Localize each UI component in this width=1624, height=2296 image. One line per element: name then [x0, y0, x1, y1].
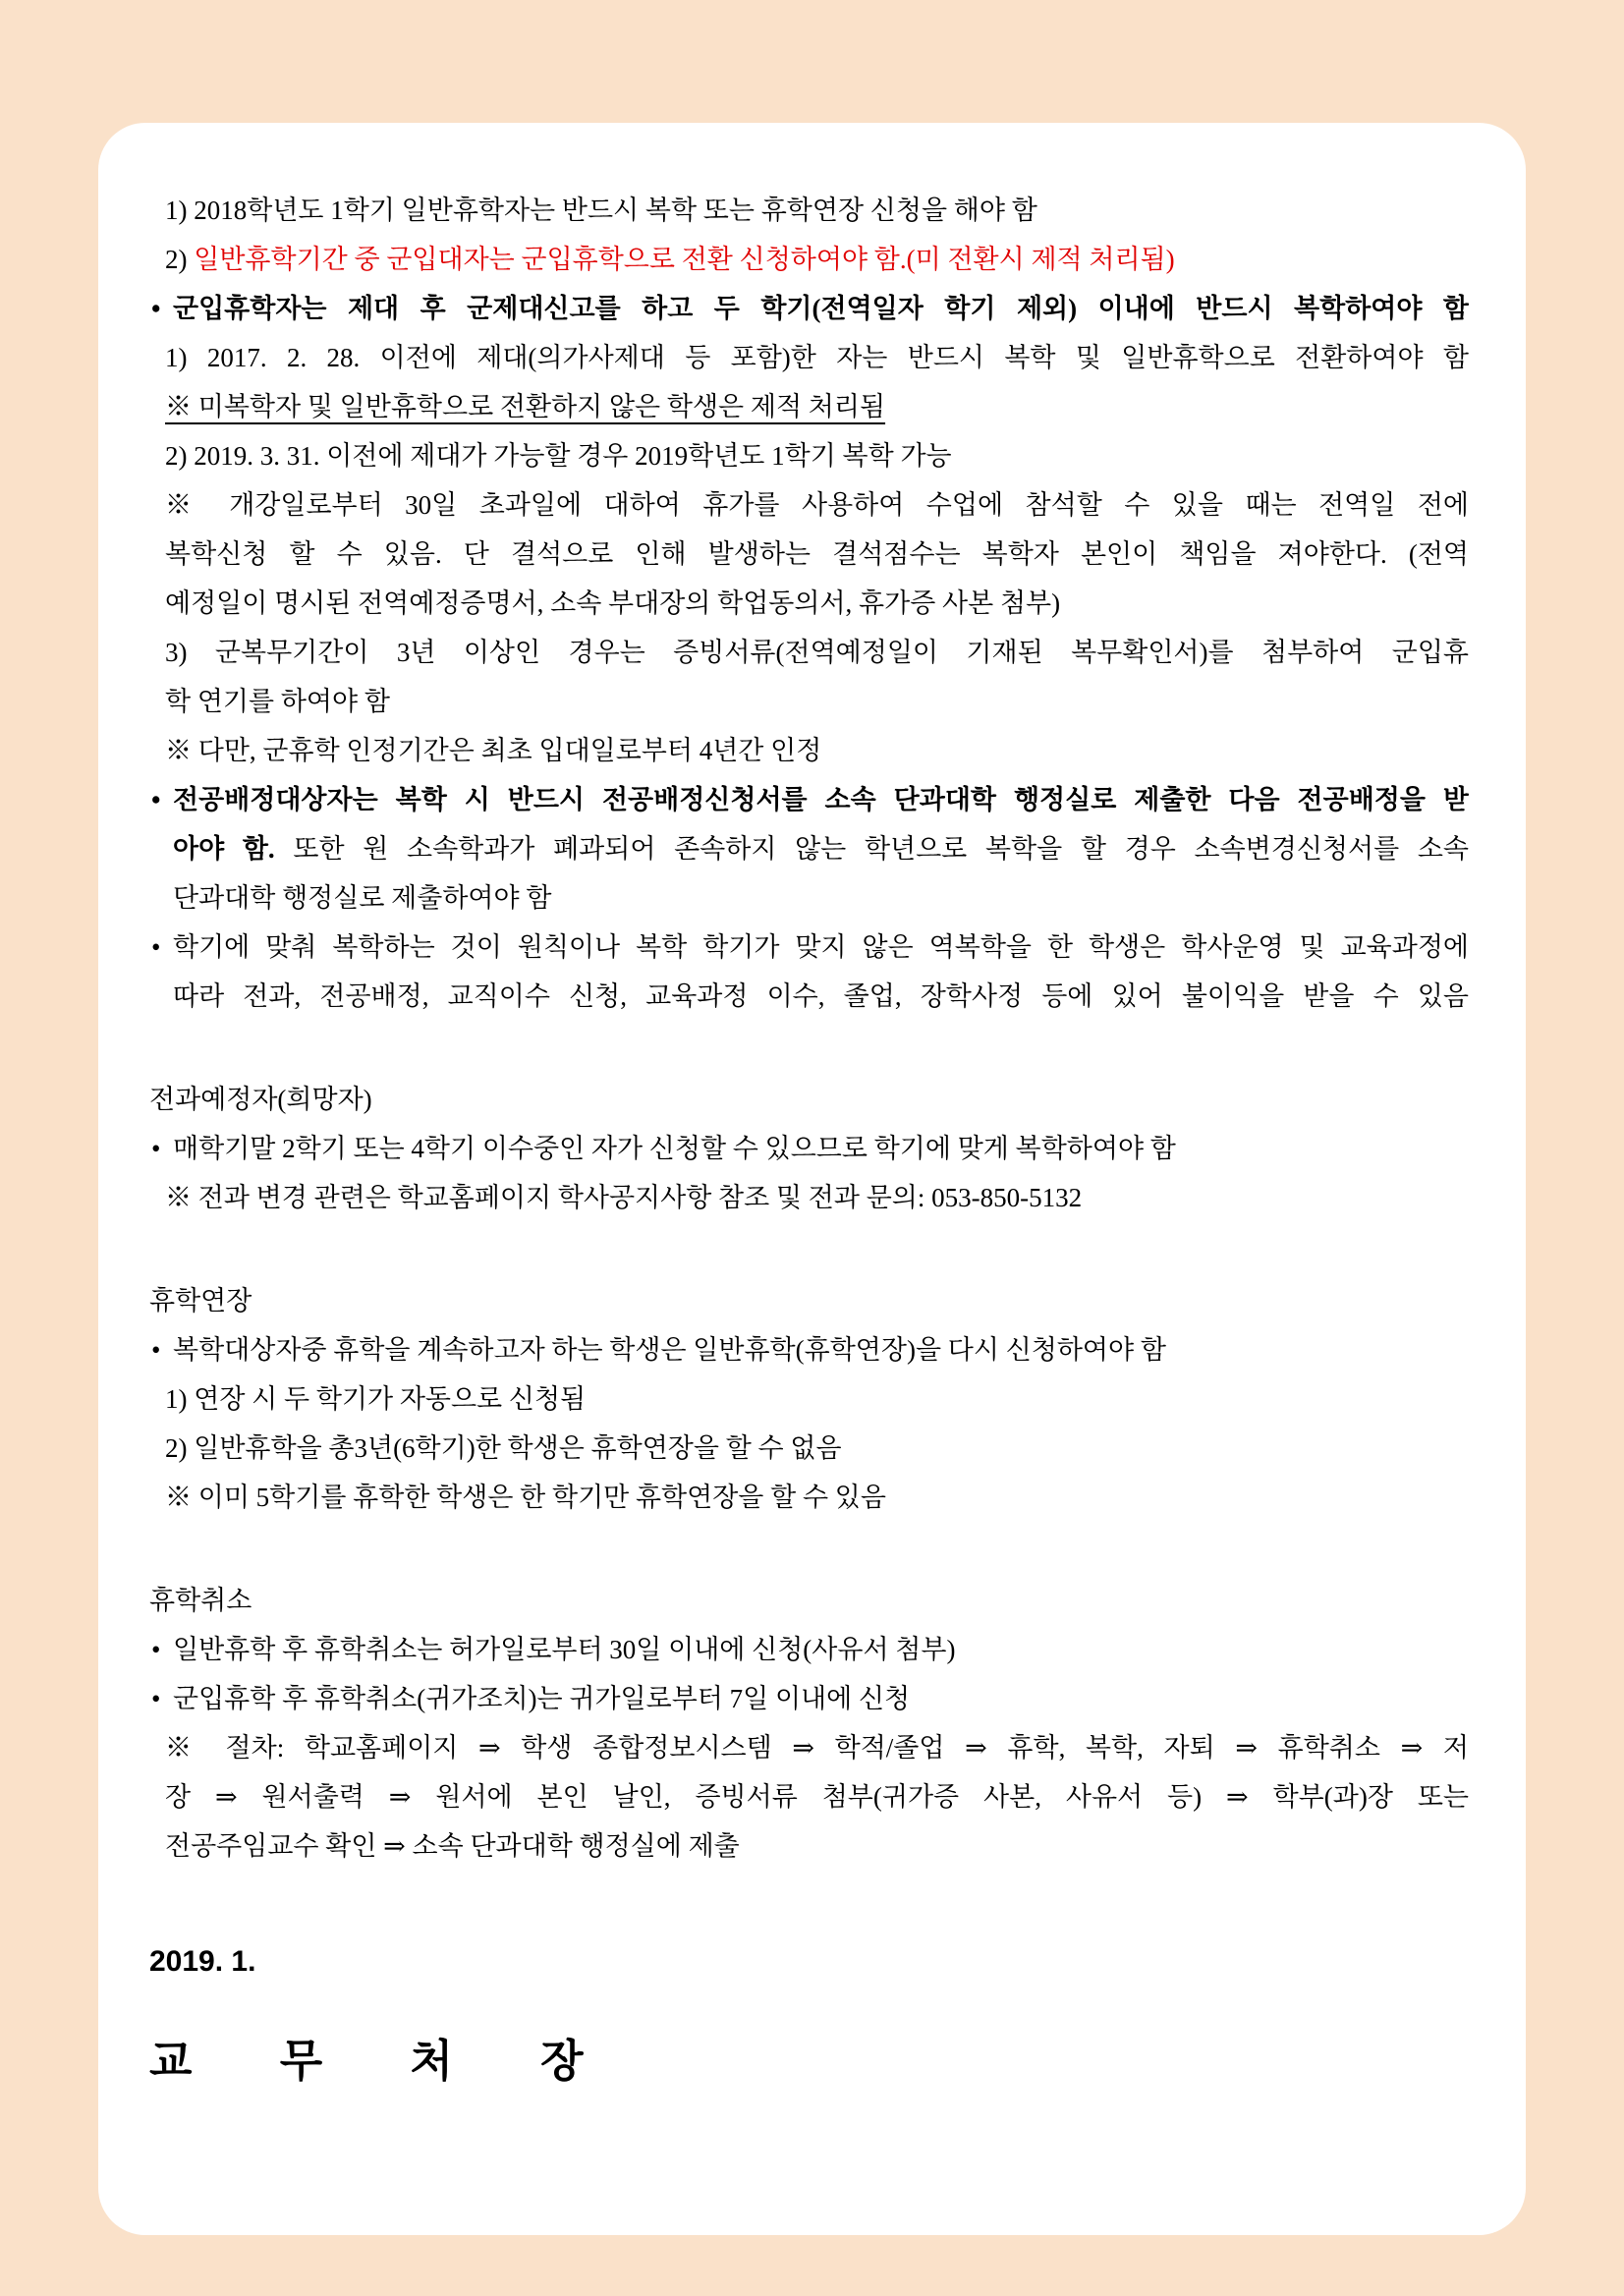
bullet-item — [149, 1625, 1469, 1674]
red-warning-text: 일반휴학기간 중 군입대자는 군입휴학으로 전환 신청하여야 함.(미 전환시 제적 처리됨) — [194, 245, 1175, 274]
bullet-icon: • — [151, 1335, 161, 1365]
bullet-icon: • — [151, 1635, 161, 1664]
document-content — [98, 123, 1526, 2091]
continuation-line — [149, 530, 1469, 579]
continuation-text: 학 연기를 하여야 함 — [165, 687, 390, 716]
bullet-icon: • — [151, 1684, 161, 1713]
note-text: ※ 다만, 군휴학 인정기간은 최초 입대일로부터 4년간 인정 — [165, 736, 822, 765]
section-header — [149, 1075, 1469, 1124]
document-footer — [149, 1937, 1132, 2091]
note-line — [149, 480, 1469, 530]
sub-item — [149, 1424, 1469, 1473]
sub-item — [149, 431, 1469, 480]
bullet-icon: • — [151, 932, 161, 962]
sub-item-text: 2) 2019. 3. 31. 이전에 제대가 가능할 경우 2019학년도 1학기 복학 가능 — [165, 441, 952, 471]
document-card — [98, 123, 1526, 2235]
note-line — [149, 1173, 1469, 1222]
sub-item — [149, 235, 1469, 284]
bullet-icon: • — [151, 294, 161, 323]
note-line — [149, 726, 1469, 775]
bullet-item — [149, 775, 1469, 824]
bullet-item-text: 복학대상자중 휴학을 계속하고자 하는 학생은 일반휴학(휴학연장)을 다시 신청하여야 함 — [173, 1335, 1166, 1365]
bullet-item — [149, 1674, 1469, 1723]
sub-item — [149, 1374, 1469, 1424]
continuation-text: 전공주임교수 확인 ⇒ 소속 단과대학 행정실에 제출 — [165, 1831, 740, 1861]
continuation-line — [149, 579, 1469, 628]
continuation-text: 따라 전과, 전공배정, 교직이수 신청, 교육과정 이수, 졸업, 장학사정 등에 있어 불이익을 받을 수 있음 — [173, 981, 1469, 1011]
continuation-text: 복학신청 할 수 있음. 단 결석으로 인해 발생하는 결석점수는 복학자 본인이 책임을 져야한다. (전역 — [165, 539, 1469, 569]
bullet-item-text: 군입휴학 후 휴학취소(귀가조치)는 귀가일로부터 7일 이내에 신청 — [173, 1684, 911, 1713]
bullet-icon: • — [151, 1134, 161, 1163]
sub-item — [149, 186, 1469, 235]
bullet-item-text: 매학기말 2학기 또는 4학기 이수중인 자가 신청할 수 있으므로 학기에 맞게 복학하여야 함 — [173, 1134, 1176, 1163]
sub-item-text: 2) 일반휴학을 총3년(6학기)한 학생은 휴학연장을 할 수 없음 — [165, 1433, 842, 1463]
note-text: ※ 이미 5학기를 휴학한 학생은 한 학기만 휴학연장을 할 수 있음 — [165, 1483, 886, 1512]
bullet-icon: • — [151, 785, 161, 814]
section-title: 휴학연장 — [149, 1286, 252, 1316]
section-header — [149, 1576, 1469, 1625]
continuation-line — [149, 1821, 1469, 1871]
continuation-line — [149, 1772, 1469, 1821]
signature-title: 교 무 처 장 — [149, 2037, 584, 2086]
bullet-item-text: 학기에 맞춰 복학하는 것이 원칙이나 복학 학기가 맞지 않은 역복학을 한 학생은 학사운영 및 교육과정에 — [173, 932, 1469, 962]
note-text: ※ 전과 변경 관련은 학교홈페이지 학사공지사항 참조 및 전과 문의: 053-850-5132 — [165, 1183, 1083, 1212]
sub-item — [149, 333, 1469, 382]
bold-continuation-text: 아야 함. — [173, 834, 275, 864]
continuation-line — [149, 873, 1469, 923]
section-header — [149, 1276, 1469, 1325]
note-line — [149, 382, 1469, 431]
continuation-text: 예정일이 명시된 전역예정증명서, 소속 부대장의 학업동의서, 휴가증 사본 첨부) — [165, 588, 1061, 618]
sub-item — [149, 628, 1469, 677]
continuation-text: 장 ⇒ 원서출력 ⇒ 원서에 본인 날인, 증빙서류 첨부(귀가증 사본, 사유서 등) ⇒ 학부(과)장 또는 — [165, 1782, 1469, 1812]
note-line — [149, 1473, 1469, 1522]
underlined-note-text: ※ 미복학자 및 일반휴학으로 전환하지 않은 학생은 제적 처리됨 — [165, 392, 886, 421]
bullet-item — [149, 1124, 1469, 1173]
section-title: 휴학취소 — [149, 1586, 252, 1615]
continuation-line — [149, 972, 1469, 1021]
continuation-line — [149, 824, 1469, 873]
sub-item-text: 3) 군복무기간이 3년 이상인 경우는 증빙서류(전역예정일이 기재된 복무확인서)를 첨부하여 군입휴 — [165, 638, 1469, 667]
note-text: ※ 절차: 학교홈페이지 ⇒ 학생 종합정보시스템 ⇒ 학적/졸업 ⇒ 휴학, 복학, 자퇴 ⇒ 휴학취소 ⇒ 저 — [165, 1733, 1469, 1763]
bullet-item-text: 군입휴학자는 제대 후 군제대신고를 하고 두 학기(전역일자 학기 제외) 이내에 반드시 복학하여야 함 — [173, 294, 1469, 323]
note-line — [149, 1723, 1469, 1772]
sub-item-text: 1) 2018학년도 1학기 일반휴학자는 반드시 복학 또는 휴학연장 신청을 해야 함 — [165, 196, 1037, 225]
sub-item-number: 2) — [165, 245, 195, 274]
document-date: 2019. 1. — [149, 1945, 256, 1978]
bullet-item — [149, 923, 1469, 972]
continuation-text: 단과대학 행정실로 제출하여야 함 — [173, 883, 552, 913]
sub-item-text: 1) 2017. 2. 28. 이전에 제대(의가사제대 등 포함)한 자는 반드시 복학 및 일반휴학으로 전환하여야 함 — [165, 343, 1469, 372]
bullet-item-text: 전공배정대상자는 복학 시 반드시 전공배정신청서를 소속 단과대학 행정실로 제출한 다음 전공배정을 받 — [173, 785, 1469, 814]
section-title: 전과예정자(희망자) — [149, 1085, 372, 1114]
continuation-text: 또한 원 소속학과가 폐과되어 존속하지 않는 학년으로 복학을 할 경우 소속변경신청서를 소속 — [274, 834, 1469, 864]
note-text: ※ 개강일로부터 30일 초과일에 대하여 휴가를 사용하여 수업에 참석할 수 있을 때는 전역일 전에 — [165, 490, 1469, 520]
continuation-line — [149, 677, 1469, 726]
sub-item-text: 1) 연장 시 두 학기가 자동으로 신청됨 — [165, 1384, 587, 1414]
bullet-item — [149, 1325, 1469, 1374]
bullet-item-text: 일반휴학 후 휴학취소는 허가일로부터 30일 이내에 신청(사유서 첨부) — [173, 1635, 956, 1664]
bullet-item — [149, 284, 1469, 333]
